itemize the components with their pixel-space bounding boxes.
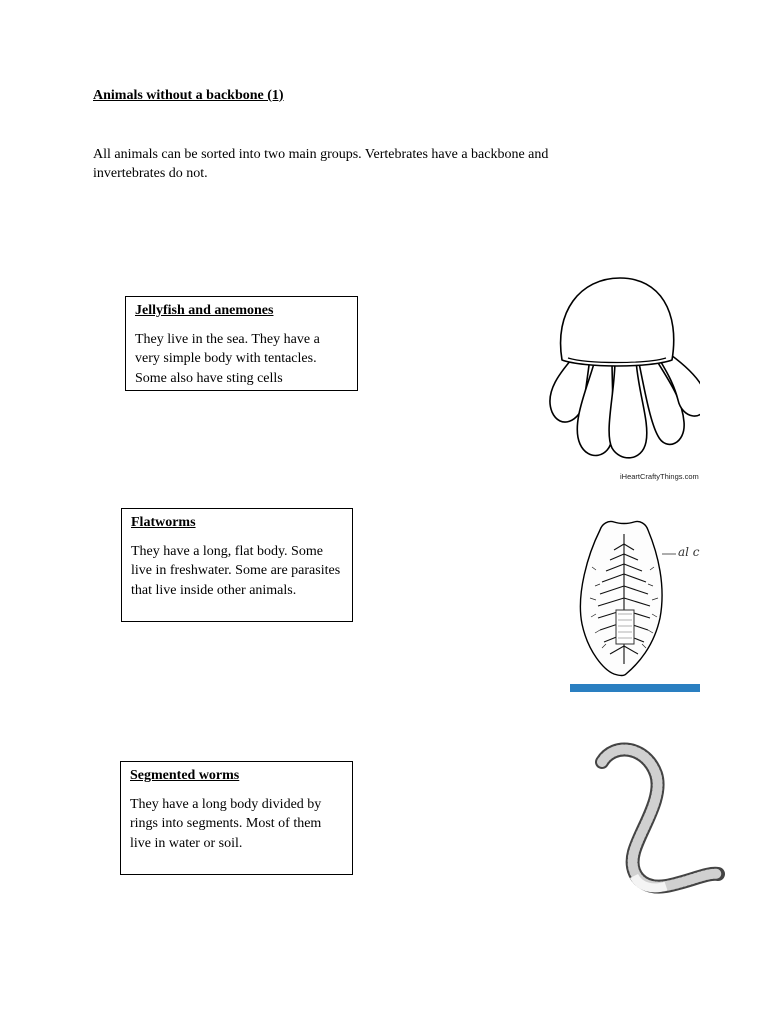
page-title: Animals without a backbone (1) xyxy=(93,88,284,103)
flatworms-info-box xyxy=(121,508,353,622)
flatworms-description: They have a long, flat body. Some live in freshwater. Some are parasites that live inside other animals. xyxy=(131,543,341,598)
flatworm-label: al c xyxy=(678,545,700,559)
segmented-worms-description: They have a long body divided by rings into segments. Most of them live in water or soil. xyxy=(130,796,322,851)
jellyfish-illustration xyxy=(540,272,700,462)
jellyfish-heading: Jellyfish and anemones xyxy=(135,303,274,318)
segmented-worms-heading: Segmented worms xyxy=(130,768,240,783)
flatworms-heading: Flatworms xyxy=(131,515,196,530)
segmented-worms-info-box xyxy=(120,761,353,875)
flatworm-illustration xyxy=(566,514,706,694)
intro-paragraph: All animals can be sorted into two main groups. Vertebrates have a backbone and invertebrates do not. xyxy=(93,147,549,181)
jellyfish-description: They live in the sea. They have a very simple body with tentacles. Some also have sting cells xyxy=(135,331,320,386)
segmented-worm-illustration xyxy=(590,740,725,910)
jellyfish-info-box xyxy=(125,296,358,391)
image-credit: iHeartCraftyThings.com xyxy=(620,472,699,481)
